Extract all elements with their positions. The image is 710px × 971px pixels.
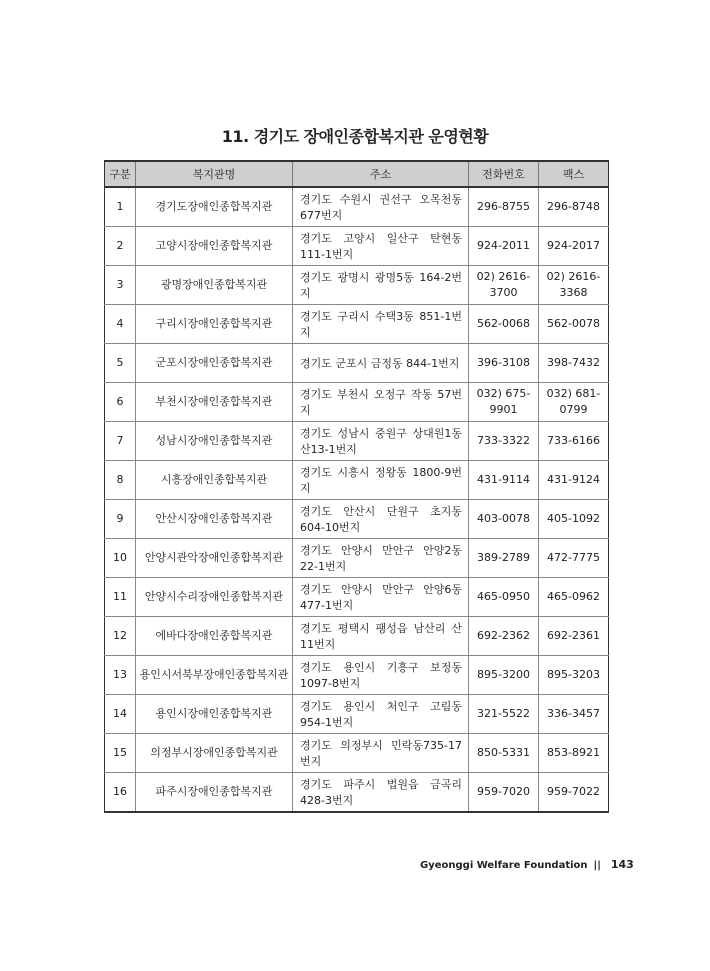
cell-fax: 562-0078 — [539, 305, 609, 344]
header-fax: 팩스 — [539, 161, 609, 187]
cell-no: 6 — [105, 383, 136, 422]
table-row — [105, 227, 609, 266]
cell-phone: 924-2011 — [469, 227, 539, 266]
cell-address: 경기도 의정부시 민락동735-17번지 — [293, 734, 469, 773]
cell-fax: 032) 681-0799 — [539, 383, 609, 422]
cell-address: 경기도 평택시 팽성읍 남산리 산11번지 — [293, 617, 469, 656]
cell-no: 16 — [105, 773, 136, 813]
table-row — [105, 656, 609, 695]
cell-address: 경기도 안산시 단원구 초지동 604-10번지 — [293, 500, 469, 539]
cell-address: 경기도 광명시 광명5동 164-2번지 — [293, 266, 469, 305]
table-row — [105, 383, 609, 422]
table-row — [105, 500, 609, 539]
cell-no: 12 — [105, 617, 136, 656]
footer-foundation-name: Gyeonggi Welfare Foundation — [420, 860, 588, 871]
cell-phone: 403-0078 — [469, 500, 539, 539]
table-body — [105, 187, 609, 812]
cell-phone: 562-0068 — [469, 305, 539, 344]
cell-phone: 396-3108 — [469, 344, 539, 383]
header-address: 주소 — [293, 161, 469, 187]
cell-address: 경기도 성남시 중원구 상대원1동 산13-1번지 — [293, 422, 469, 461]
table-row — [105, 617, 609, 656]
cell-no: 5 — [105, 344, 136, 383]
cell-no: 3 — [105, 266, 136, 305]
cell-fax: 733-6166 — [539, 422, 609, 461]
cell-address: 경기도 부천시 오정구 작동 57번지 — [293, 383, 469, 422]
cell-phone: 465-0950 — [469, 578, 539, 617]
cell-fax: 405-1092 — [539, 500, 609, 539]
cell-center-name: 파주시장애인종합복지관 — [136, 773, 293, 813]
cell-address: 경기도 용인시 기흥구 보정동 1097-8번지 — [293, 656, 469, 695]
cell-no: 13 — [105, 656, 136, 695]
cell-phone: 692-2362 — [469, 617, 539, 656]
cell-center-name: 경기도장애인종합복지관 — [136, 187, 293, 227]
table-row — [105, 578, 609, 617]
cell-center-name: 시흥장애인종합복지관 — [136, 461, 293, 500]
page-footer — [420, 858, 634, 871]
cell-address: 경기도 시흥시 정왕동 1800-9번지 — [293, 461, 469, 500]
cell-address: 경기도 구리시 수택3동 851-1번지 — [293, 305, 469, 344]
table-row — [105, 734, 609, 773]
cell-center-name: 구리시장애인종합복지관 — [136, 305, 293, 344]
cell-fax: 924-2017 — [539, 227, 609, 266]
cell-fax: 296-8748 — [539, 187, 609, 227]
cell-address: 경기도 파주시 법원읍 금곡리 428-3번지 — [293, 773, 469, 813]
cell-phone: 959-7020 — [469, 773, 539, 813]
cell-no: 10 — [105, 539, 136, 578]
header-no: 구분 — [105, 161, 136, 187]
table-row — [105, 344, 609, 383]
cell-phone: 296-8755 — [469, 187, 539, 227]
cell-fax: 692-2361 — [539, 617, 609, 656]
cell-phone: 431-9114 — [469, 461, 539, 500]
cell-center-name: 성남시장애인종합복지관 — [136, 422, 293, 461]
table-header-row — [105, 161, 609, 187]
cell-center-name: 군포시장애인종합복지관 — [136, 344, 293, 383]
cell-center-name: 용인시서북부장애인종합복지관 — [136, 656, 293, 695]
cell-phone: 389-2789 — [469, 539, 539, 578]
cell-center-name: 의정부시장애인종합복지관 — [136, 734, 293, 773]
footer-separator: || — [593, 860, 601, 871]
cell-fax: 472-7775 — [539, 539, 609, 578]
cell-center-name: 안양시관악장애인종합복지관 — [136, 539, 293, 578]
cell-fax: 431-9124 — [539, 461, 609, 500]
cell-center-name: 고양시장애인종합복지관 — [136, 227, 293, 266]
table-row — [105, 461, 609, 500]
cell-fax: 853-8921 — [539, 734, 609, 773]
cell-fax: 398-7432 — [539, 344, 609, 383]
cell-phone: 032) 675-9901 — [469, 383, 539, 422]
cell-no: 2 — [105, 227, 136, 266]
page-number: 143 — [610, 858, 634, 871]
table-row — [105, 187, 609, 227]
cell-no: 11 — [105, 578, 136, 617]
cell-center-name: 에바다장애인종합복지관 — [136, 617, 293, 656]
cell-address: 경기도 군포시 금정동 844-1번지 — [293, 344, 469, 383]
cell-address: 경기도 고양시 일산구 탄현동 111-1번지 — [293, 227, 469, 266]
cell-address: 경기도 안양시 만안구 안양6동 477-1번지 — [293, 578, 469, 617]
cell-fax: 02) 2616-3368 — [539, 266, 609, 305]
cell-address: 경기도 용인시 처인구 고림동 954-1번지 — [293, 695, 469, 734]
cell-no: 14 — [105, 695, 136, 734]
table-row — [105, 305, 609, 344]
cell-fax: 959-7022 — [539, 773, 609, 813]
cell-center-name: 안산시장애인종합복지관 — [136, 500, 293, 539]
cell-phone: 850-5331 — [469, 734, 539, 773]
cell-no: 9 — [105, 500, 136, 539]
cell-center-name: 광명장애인종합복지관 — [136, 266, 293, 305]
cell-phone: 733-3322 — [469, 422, 539, 461]
cell-address: 경기도 수원시 권선구 오목천동 677번지 — [293, 187, 469, 227]
cell-address: 경기도 안양시 만안구 안양2동 22-1번지 — [293, 539, 469, 578]
cell-fax: 895-3203 — [539, 656, 609, 695]
cell-phone: 321-5522 — [469, 695, 539, 734]
cell-no: 1 — [105, 187, 136, 227]
table-row — [105, 266, 609, 305]
table-row — [105, 422, 609, 461]
header-name: 복지관명 — [136, 161, 293, 187]
cell-no: 7 — [105, 422, 136, 461]
table-row — [105, 539, 609, 578]
cell-no: 8 — [105, 461, 136, 500]
table-row — [105, 773, 609, 813]
cell-phone: 02) 2616-3700 — [469, 266, 539, 305]
cell-center-name: 용인시장애인종합복지관 — [136, 695, 293, 734]
cell-fax: 465-0962 — [539, 578, 609, 617]
table-row — [105, 695, 609, 734]
cell-fax: 336-3457 — [539, 695, 609, 734]
welfare-center-table — [104, 160, 609, 813]
header-phone: 전화번호 — [469, 161, 539, 187]
cell-center-name: 안양시수리장애인종합복지관 — [136, 578, 293, 617]
cell-no: 4 — [105, 305, 136, 344]
cell-no: 15 — [105, 734, 136, 773]
page-title: 11. 경기도 장애인종합복지관 운영현황 — [221, 127, 489, 146]
cell-phone: 895-3200 — [469, 656, 539, 695]
cell-center-name: 부천시장애인종합복지관 — [136, 383, 293, 422]
